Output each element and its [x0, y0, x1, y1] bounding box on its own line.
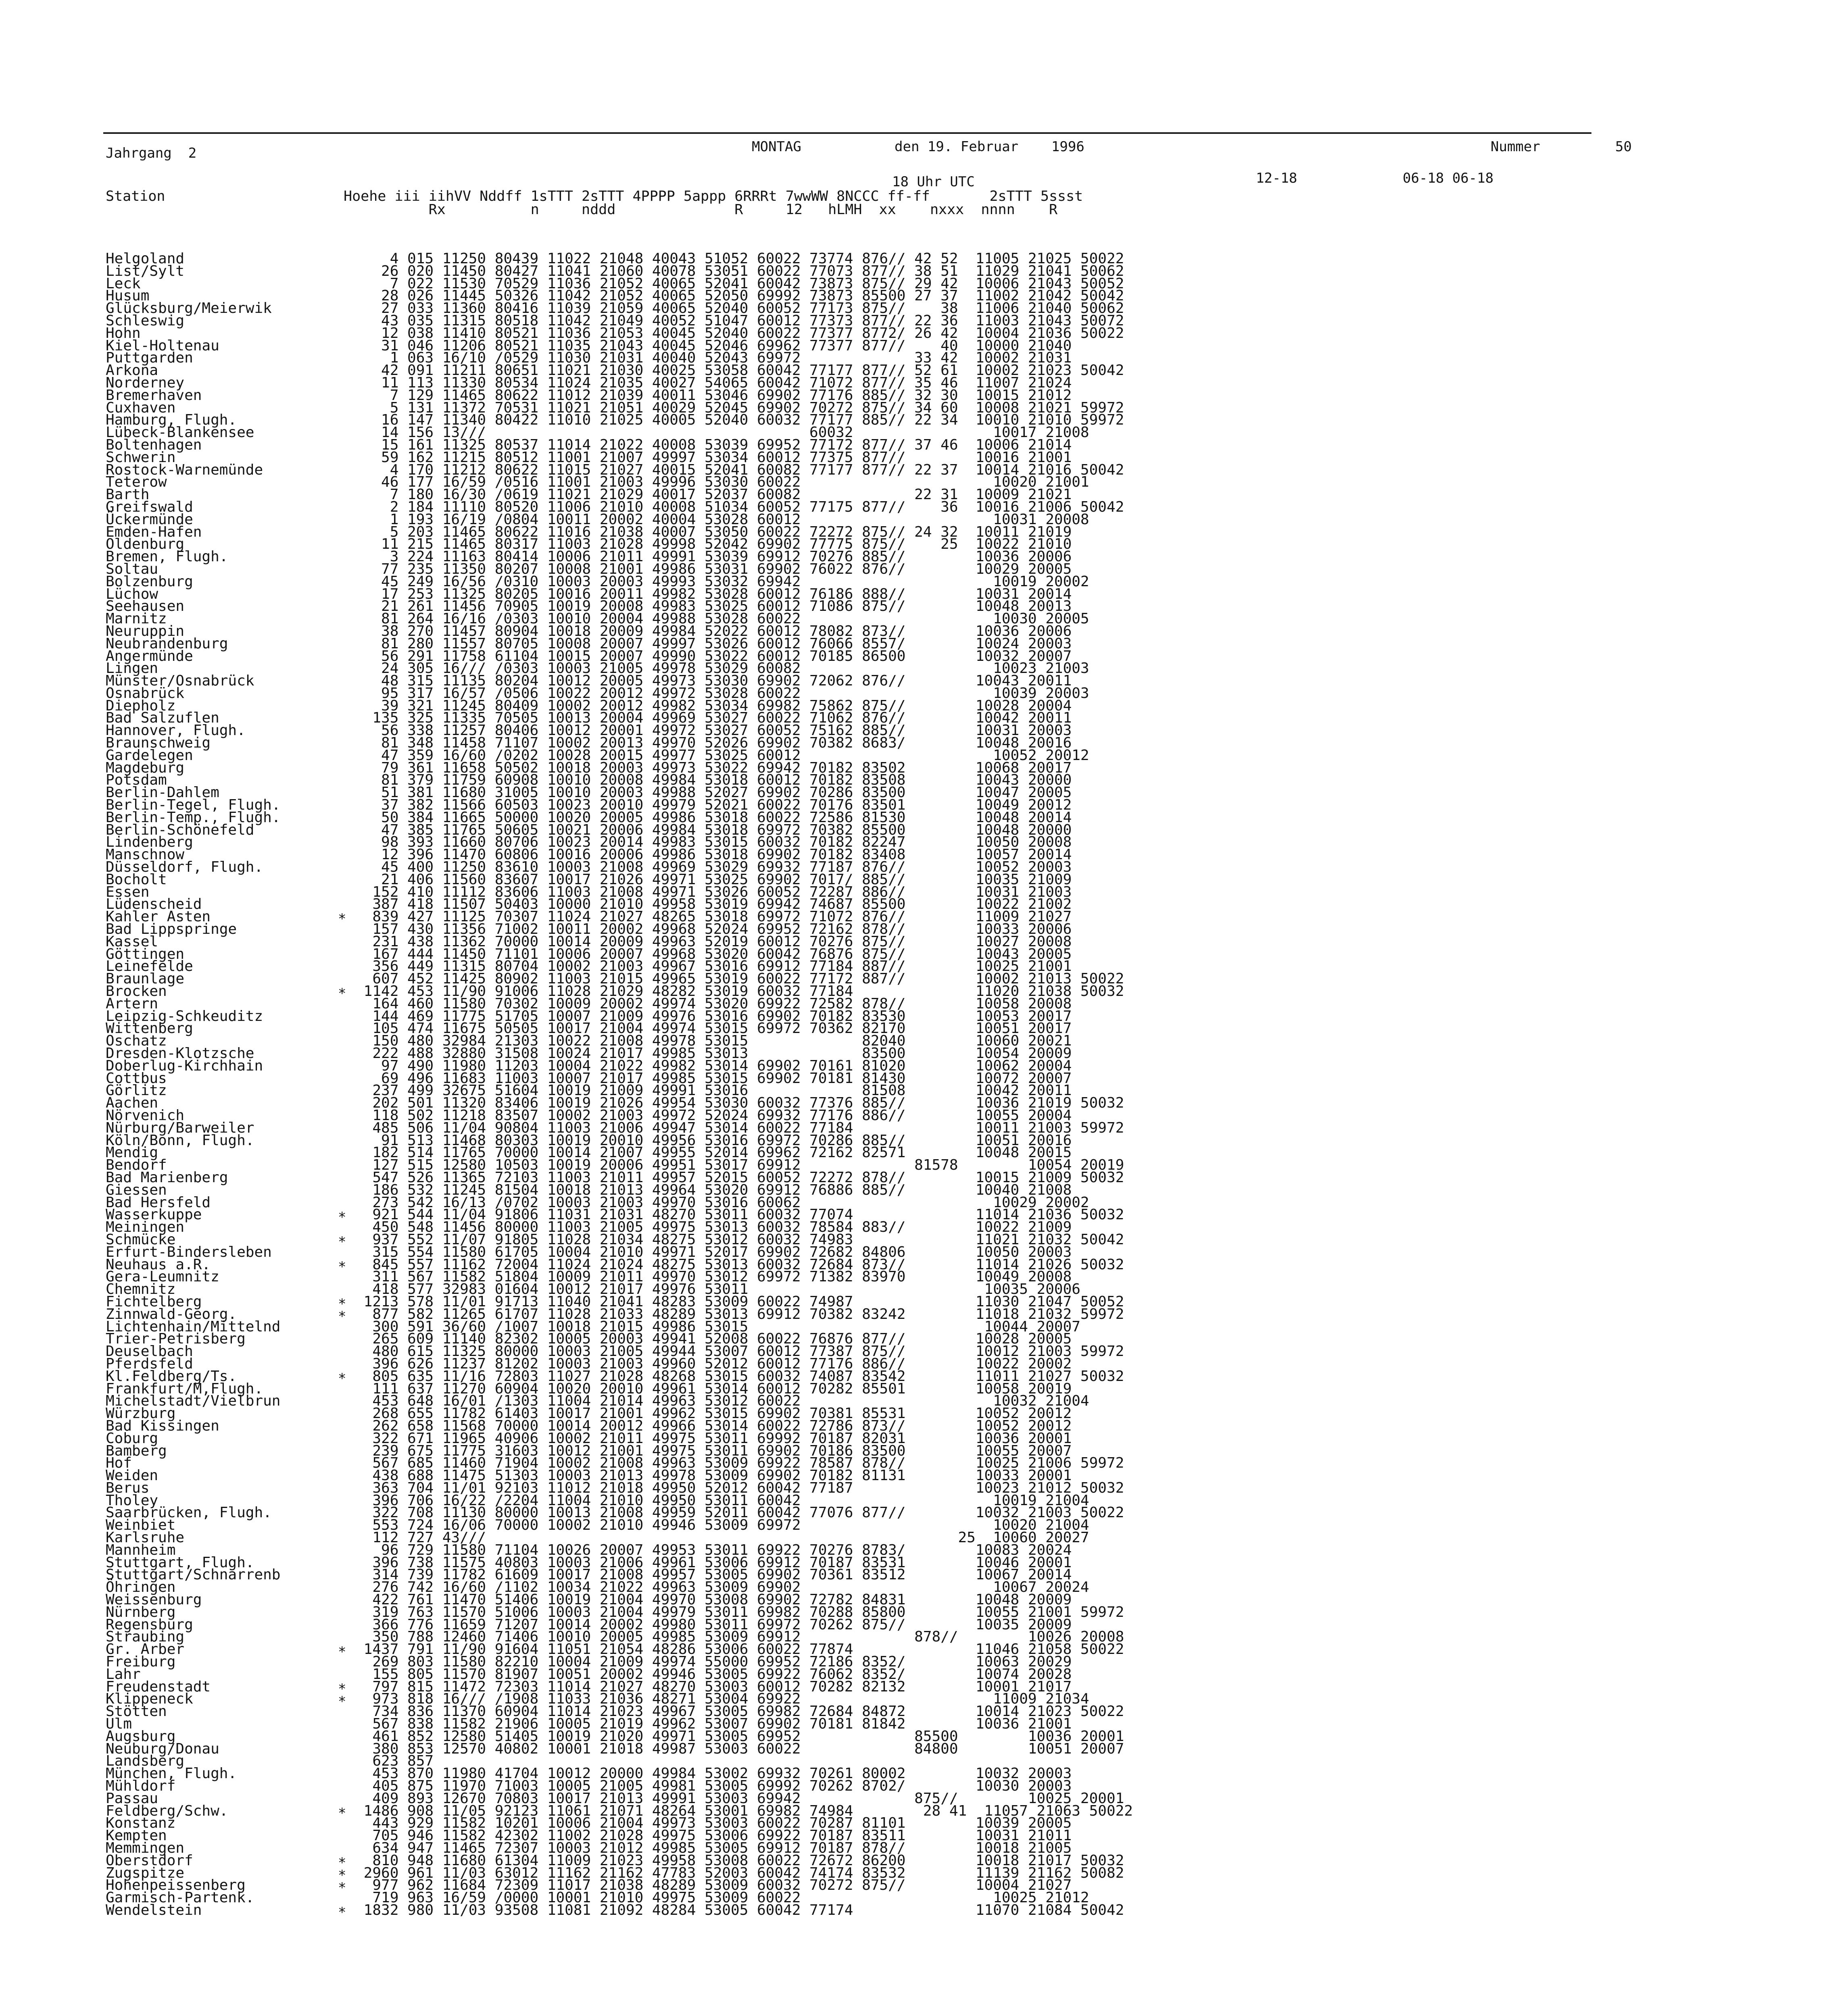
- station-name: Bocholt: [106, 871, 167, 888]
- station-name: Landsberg: [106, 1753, 185, 1770]
- nummer-label: Nummer: [1491, 139, 1540, 155]
- table-row: 7 129 11465 80622 11012 21039 40011 53046 69902 77176 885// 32 30 10015 21012: [355, 387, 1072, 404]
- station-name: Giessen: [106, 1181, 167, 1198]
- mountain-station-marker: *: [338, 1258, 346, 1275]
- station-name: Coburg: [106, 1430, 158, 1447]
- table-row: 47 359 16/60 /0202 10028 20015 49977 53025 60012 10052 20012: [355, 747, 1089, 764]
- table-row: 11 215 11465 80317 11003 21028 49998 52042 69902 77775 875// 25 10022 21010: [355, 536, 1072, 553]
- table-row: 135 325 11335 70505 10013 20004 49969 53027 60022 71062 876// 10042 20011: [355, 710, 1072, 727]
- station-name: Kiel-Holtenau: [106, 337, 219, 354]
- station-name: Angermünde: [106, 648, 193, 664]
- station-name: Bremen, Flugh.: [106, 548, 228, 565]
- table-row: 237 499 32675 51604 10019 21009 49991 53016 81508 10042 20011: [355, 1082, 1072, 1099]
- station-name: Helgoland: [106, 250, 185, 267]
- table-row: 1 193 16/19 /0804 10011 20002 40004 53028 60012 10031 20008: [355, 511, 1089, 528]
- station-name: Michelstadt/Vielbrun: [106, 1393, 281, 1410]
- station-name: Mühldorf: [106, 1778, 176, 1795]
- table-row: 1486 908 11/05 92123 11061 21071 48264 53001 69982 74984 28 41 11057 21063 50022: [355, 1802, 1133, 1819]
- table-row: 202 501 11320 83406 10019 21026 49954 53030 60032 77376 885// 10036 21019 50032: [355, 1095, 1124, 1112]
- mountain-station-marker: *: [338, 1904, 346, 1921]
- table-row: 21 406 11560 83607 10017 21026 49971 53025 69902 7017/ 885// 10035 21009: [355, 871, 1072, 888]
- mountain-station-marker: *: [338, 1296, 346, 1312]
- table-row: 877 582 11265 61707 11028 21033 48289 53013 69912 70382 83242 11018 21032 59972: [355, 1306, 1124, 1322]
- table-row: 97 490 11980 11203 10004 21022 49982 53014 69902 70161 81020 10062 20004: [355, 1057, 1072, 1074]
- station-name: Hannover, Flugh.: [106, 722, 246, 739]
- station-name: Straubing: [106, 1629, 185, 1645]
- table-row: 31 046 11206 80521 11035 21043 40045 52046 69962 77377 877// 40 10000 21040: [355, 337, 1072, 354]
- station-name: Cottbus: [106, 1070, 167, 1087]
- table-row: 567 838 11582 21906 10005 21019 49962 53007 69902 70181 81842 10036 21001: [355, 1716, 1072, 1733]
- station-name: Görlitz: [106, 1082, 167, 1099]
- station-name: Arkona: [106, 362, 158, 379]
- station-name: Dresden-Klotzsche: [106, 1045, 254, 1062]
- table-row: 443 929 11582 10201 10006 21004 49973 53003 60022 70287 81101 10039 20005: [355, 1815, 1072, 1832]
- station-name: Marnitz: [106, 610, 167, 627]
- station-name: Puttgarden: [106, 350, 193, 367]
- table-row: 480 615 11325 80000 10003 21005 49944 53007 60012 77387 875// 10012 21003 59972: [355, 1343, 1124, 1360]
- station-name: Schwerin: [106, 449, 176, 466]
- table-row: 51 381 11680 31005 10010 20003 49988 52027 69902 70286 83500 10047 20005: [355, 784, 1072, 801]
- station-name: Bolzenburg: [106, 573, 193, 590]
- table-row: 231 438 11362 70000 10014 20009 49963 52019 60012 70276 875// 10027 20008: [355, 933, 1072, 950]
- station-name: Deuselbach: [106, 1343, 193, 1360]
- station-name: Essen: [106, 883, 150, 900]
- station-name: Neuhaus a.R.: [106, 1256, 211, 1273]
- table-row: 14 156 13/// 60032 10017 21008: [355, 424, 1089, 441]
- table-row: 155 805 11570 81907 10051 20002 49946 53005 69922 76062 8352/ 10074 20028: [355, 1666, 1072, 1683]
- station-name: Klippeneck: [106, 1691, 193, 1708]
- station-name: Nürburg/Barweiler: [106, 1119, 254, 1136]
- table-row: 1 063 16/10 /0529 11030 21031 40040 52043 69972 33 42 10002 21031: [355, 350, 1072, 367]
- station-name: Doberlug-Kirchhain: [106, 1057, 263, 1074]
- station-name: Hohn: [106, 325, 141, 342]
- station-name: Freiburg: [106, 1654, 176, 1670]
- table-row: 186 532 11245 81504 10018 21013 49964 53020 69912 76886 885// 10040 21008: [355, 1181, 1072, 1198]
- station-name: Öhringen: [106, 1579, 176, 1596]
- station-name: Frankfurt/M,Flugh.: [106, 1380, 263, 1397]
- table-row: 623 857: [355, 1753, 434, 1770]
- table-row: 95 317 16/57 /0506 10022 20012 49972 53028 60022 10039 20003: [355, 685, 1089, 702]
- table-row: 150 480 32984 21303 10022 21008 49978 53015 82040 10060 20021: [355, 1033, 1072, 1050]
- station-name: Weinbiet: [106, 1517, 176, 1534]
- table-row: 81 280 11557 80705 10008 20007 49997 53026 60012 76066 8557/ 10024 20003: [355, 635, 1072, 652]
- table-row: 28 026 11445 50326 11042 21052 40065 52050 69992 73873 85500 27 37 11002 21042 50042: [355, 287, 1124, 304]
- station-name: Köln/Bonn, Flugh.: [106, 1132, 254, 1149]
- table-row: 634 947 11465 72307 10003 21012 49985 53005 69912 70187 878// 10018 21005: [355, 1840, 1072, 1856]
- station-name: Magdeburg: [106, 759, 185, 776]
- station-name: Mannheim: [106, 1541, 176, 1558]
- table-row: 47 385 11765 50605 10021 20006 49984 53018 69972 70382 85500 10048 20000: [355, 821, 1072, 838]
- table-row: 453 870 11980 41704 10012 20000 49984 53002 69932 70261 80002 10032 20003: [355, 1765, 1072, 1782]
- table-row: 485 506 11/04 90804 11003 21006 49947 53014 60022 77184 10011 21003 59972: [355, 1119, 1124, 1136]
- table-row: 16 147 11340 80422 11010 21025 40005 52040 60032 77177 885// 22 34 10010 21010 59972: [355, 412, 1124, 429]
- table-row: 396 626 11237 81202 10003 21003 49960 52012 60012 77176 886// 10022 20002: [355, 1355, 1072, 1372]
- station-name: Cuxhaven: [106, 399, 176, 416]
- col-header-line1b: 12-18: [1256, 170, 1297, 186]
- station-name: Memmingen: [106, 1840, 185, 1856]
- table-row: 69 496 11683 11003 10007 21017 49985 53015 69902 70181 81430 10072 20007: [355, 1070, 1072, 1087]
- col-header-line2: Station Hoehe iii iihVV Nddff 1sTTT 2sTTT 4PPPP 5appp 6RRRt 7wwWW 8NCCC ff-ff 2sTTT 5ssst: [106, 188, 1083, 204]
- table-row: 268 655 11782 61403 10017 21001 49962 53015 69902 70381 85531 10052 20012: [355, 1405, 1072, 1422]
- mountain-station-marker: *: [338, 1308, 346, 1325]
- station-name: Oldenburg: [106, 536, 185, 553]
- table-row: 1213 578 11/01 91713 11040 21041 48283 53009 60022 74987 11030 21047 50052: [355, 1293, 1124, 1310]
- mountain-station-marker: *: [338, 1234, 346, 1250]
- table-row: 311 567 11582 51804 10009 21011 49970 53012 69972 71382 83970 10049 20008: [355, 1268, 1072, 1285]
- station-name: Manschnow: [106, 846, 185, 863]
- station-name: Stuttgart, Flugh.: [106, 1554, 254, 1571]
- table-row: 422 761 11470 51406 10019 21004 49970 53008 69902 72782 84831 10048 20009: [355, 1591, 1072, 1608]
- table-row: 461 852 12580 51405 10019 21020 49971 53005 69952 85500 10036 20001: [355, 1728, 1124, 1745]
- mountain-station-marker: *: [338, 1879, 346, 1896]
- station-name: Lindenberg: [106, 834, 193, 851]
- station-name: Soltau: [106, 560, 158, 577]
- station-name: Neuburg/Donau: [106, 1740, 219, 1757]
- weekday-label: MONTAG: [752, 139, 801, 155]
- station-name: Nürnberg: [106, 1604, 176, 1620]
- station-name: Kl.Feldberg/Ts.: [106, 1368, 237, 1385]
- station-name: Greifswald: [106, 498, 193, 515]
- station-name: List/Sylt: [106, 262, 185, 279]
- station-name: Lüchow: [106, 585, 158, 602]
- station-name: Diepholz: [106, 697, 176, 714]
- station-name: Barth: [106, 486, 150, 503]
- table-row: 2 184 11110 80520 11006 21010 40008 51034 60052 77175 877// 36 10016 21006 50042: [355, 498, 1124, 515]
- station-name: Augsburg: [106, 1728, 176, 1745]
- station-name: Neuruppin: [106, 623, 185, 639]
- station-name: Leinefelde: [106, 958, 193, 975]
- jahrgang-label: Jahrgang 2: [106, 145, 197, 161]
- station-name: Meiningen: [106, 1219, 185, 1236]
- table-row: 315 554 11580 61705 10004 21010 49971 52017 69902 72682 84806 10050 20003: [355, 1243, 1072, 1260]
- station-name: Wendelstein: [106, 1901, 202, 1918]
- table-row: 21 261 11456 70905 10019 20008 49983 53025 60012 71086 875// 10048 20013: [355, 598, 1072, 615]
- station-name: Garmisch-Partenk.: [106, 1889, 254, 1906]
- station-name: Berlin-Dahlem: [106, 784, 219, 801]
- station-name: Wasserkuppe: [106, 1206, 202, 1223]
- station-name: Trier-Petrisberg: [106, 1331, 246, 1347]
- table-row: 1437 791 11/90 91604 11051 21054 48286 53006 60022 77874 11046 21058 50022: [355, 1641, 1124, 1658]
- table-row: 4 015 11250 80439 11022 21048 40043 51052 60022 73774 876// 42 52 11005 21025 50022: [355, 250, 1124, 267]
- table-row: 300 591 36/60 /1007 10018 21015 49986 53015 10044 20007: [355, 1318, 1080, 1335]
- station-name: Braunlage: [106, 971, 185, 987]
- table-row: 152 410 11112 83606 11003 21008 49971 53026 60052 72287 886// 10031 21003: [355, 883, 1072, 900]
- station-name: Bremerhaven: [106, 387, 202, 404]
- table-row: 4 170 11212 80622 11015 21027 40015 52041 60082 77177 877// 22 37 10014 21016 50042: [355, 461, 1124, 478]
- top-rule: [103, 132, 1591, 134]
- station-name: Lübeck-Blankensee: [106, 424, 254, 441]
- table-row: 5 203 11465 80622 11016 21038 40007 53050 60022 72272 875// 24 32 10011 21019: [355, 523, 1072, 540]
- table-row: 182 514 11765 70000 10014 21007 49955 52014 69962 72162 82571 10048 20015: [355, 1144, 1072, 1161]
- table-row: 839 427 11125 70307 11024 21027 48265 53018 69972 71072 876// 11009 21027: [355, 908, 1072, 925]
- table-row: 48 315 11135 80204 10012 20005 49973 53030 69902 72062 876// 10043 20011: [355, 673, 1072, 689]
- table-row: 5 131 11372 70531 11021 21051 40029 52045 69902 70272 875// 34 60 10008 21021 59972: [355, 399, 1124, 416]
- table-row: 164 460 11580 70302 10009 20002 49974 53020 69922 72582 878// 10058 20008: [355, 995, 1072, 1012]
- station-name: Rostock-Warnemünde: [106, 461, 263, 478]
- table-row: 81 264 16/16 /0303 10010 20004 49988 53028 60022 10030 20005: [355, 610, 1089, 627]
- table-row: 105 474 11675 50505 10017 21004 49974 53015 69972 70362 82170 10051 20017: [355, 1020, 1072, 1037]
- table-row: 167 444 11450 71101 10006 20007 49968 53020 60042 76876 875// 10043 20005: [355, 946, 1072, 962]
- table-row: 350 788 12460 71406 10010 20005 49985 53009 69912 878// 10026 20008: [355, 1629, 1124, 1645]
- table-row: 380 853 12570 40802 10001 21018 49987 53003 60022 84800 10051 20007: [355, 1740, 1124, 1757]
- station-name: Mendig: [106, 1144, 158, 1161]
- table-row: 111 637 11270 60904 10020 20010 49961 53014 60012 70282 85501 10058 20019: [355, 1380, 1072, 1397]
- station-name: Teterow: [106, 474, 167, 491]
- date-label: den 19. Februar 1996: [895, 139, 1084, 155]
- station-name: Bamberg: [106, 1442, 167, 1459]
- table-row: 276 742 16/60 /1102 10034 21022 49963 53009 69902 10067 20024: [355, 1579, 1089, 1596]
- station-name: Schmücke: [106, 1231, 176, 1248]
- table-row: 262 658 11568 70000 10014 20012 49966 53014 60022 72786 873// 10052 20012: [355, 1417, 1072, 1434]
- table-row: 2960 961 11/03 63012 11162 21162 47783 52003 60042 74174 83532 11139 21162 50082: [355, 1864, 1124, 1881]
- station-name: Tholey: [106, 1492, 158, 1509]
- station-name: Passau: [106, 1790, 158, 1807]
- table-row: 705 946 11582 42302 11002 21028 49975 53006 69922 70187 83511 10031 21011: [355, 1827, 1072, 1844]
- station-name: Bad Hersfeld: [106, 1194, 211, 1211]
- table-row: 977 962 11684 72309 11017 21038 48289 53009 60032 70272 875// 10004 21027: [355, 1877, 1072, 1894]
- station-name: Hamburg, Flugh.: [106, 412, 237, 429]
- mountain-station-marker: *: [338, 1867, 346, 1883]
- station-name: Bendorf: [106, 1157, 167, 1174]
- station-name: Ückermünde: [106, 511, 193, 528]
- table-row: 17 253 11325 80205 10016 20011 49982 53028 60012 76186 888// 10031 20014: [355, 585, 1072, 602]
- table-row: 77 235 11350 80207 10008 21001 49986 53031 69902 76022 876// 10029 20005: [355, 560, 1072, 577]
- table-row: 222 488 32880 31508 10024 21017 49985 53013 83500 10054 20009: [355, 1045, 1072, 1062]
- station-name: Chemnitz: [106, 1281, 176, 1298]
- mountain-station-marker: *: [338, 1209, 346, 1225]
- mountain-station-marker: *: [338, 985, 346, 1002]
- station-name: Fichtelberg: [106, 1293, 202, 1310]
- table-row: 91 513 11468 80303 10019 20010 49956 53016 69972 70286 885// 10051 20016: [355, 1132, 1072, 1149]
- table-row: 797 815 11472 72303 11014 21027 48270 53003 60012 70282 82132 10001 21017: [355, 1678, 1072, 1695]
- table-row: 810 948 11680 61304 11009 21023 49958 53008 60022 72672 86200 10018 21017 50032: [355, 1852, 1124, 1869]
- table-row: 265 609 11140 82302 10005 20003 49941 52008 60022 76876 877// 10028 20005: [355, 1331, 1072, 1347]
- station-name: Zugspitze: [106, 1864, 185, 1881]
- table-row: 973 818 16/// /1908 11033 21036 48271 53004 69922 11009 21034: [355, 1691, 1089, 1708]
- station-name: Freudenstadt: [106, 1678, 211, 1695]
- station-name: Aachen: [106, 1095, 158, 1112]
- station-name: Lüdenscheid: [106, 896, 202, 913]
- station-name: Erfurt-Bindersleben: [106, 1243, 272, 1260]
- table-row: 12 038 11410 80521 11036 21053 40045 52040 60022 77377 8772/ 26 42 10004 21036 50022: [355, 325, 1124, 342]
- station-name: Bad Salzuflen: [106, 710, 219, 727]
- table-row: 7 180 16/30 /0619 11021 21029 40017 52037 60082 22 31 10009 21021: [355, 486, 1072, 503]
- table-row: 11 113 11330 80534 11024 21035 40027 54065 60042 71072 877// 35 46 11007 21024: [355, 374, 1072, 391]
- table-row: 46 177 16/59 /0516 11001 21003 49996 53030 60022 10020 21001: [355, 474, 1089, 491]
- table-row: 118 502 11218 83507 10002 21003 49972 52024 69932 77176 886// 10055 20004: [355, 1107, 1072, 1124]
- nummer-value: 50: [1615, 139, 1632, 155]
- station-name: Wittenberg: [106, 1020, 193, 1037]
- mountain-station-marker: *: [338, 1370, 346, 1387]
- table-row: 1832 980 11/03 93508 11081 21092 48284 53005 60042 77174 11070 21084 50042: [355, 1901, 1124, 1918]
- station-name: Pferdsfeld: [106, 1355, 193, 1372]
- station-name: Osnabrück: [106, 685, 185, 702]
- station-name: Gera-Leumnitz: [106, 1268, 219, 1285]
- table-row: 396 738 11575 40803 10003 21006 49961 53006 69912 70187 83531 10046 20001: [355, 1554, 1072, 1571]
- station-name: Münster/Osnabrück: [106, 673, 254, 689]
- station-name: Stuttgart/Schnarrenb: [106, 1566, 281, 1583]
- table-row: 734 836 11370 60904 11014 21023 49967 53005 69982 72684 84872 10014 21023 50022: [355, 1703, 1124, 1720]
- station-name: Leck: [106, 275, 141, 292]
- table-row: 15 161 11325 80537 11014 21022 40008 53039 69952 77172 877// 37 46 10006 21014: [355, 436, 1072, 453]
- station-name: Boltenhagen: [106, 436, 202, 453]
- station-name: Glücksburg/Meierwik: [106, 300, 272, 317]
- table-row: 45 249 16/56 /0310 10003 20003 49993 53032 69942 10019 20002: [355, 573, 1089, 590]
- observation-data-column: [355, 250, 1593, 1918]
- table-row: 239 675 11775 31603 10012 21001 49975 53011 69902 70186 83500 10055 20007: [355, 1442, 1072, 1459]
- table-row: 567 685 11460 71904 10002 21008 49963 53009 69922 78587 878// 10025 21006 59972: [355, 1455, 1124, 1472]
- station-name: Berlin-Temp., Flugh.: [106, 809, 281, 826]
- table-row: 1142 453 11/90 91006 11028 21029 48282 53019 60032 77184 11020 21038 50032: [355, 983, 1124, 1000]
- station-name: Berlin-Schönefeld: [106, 821, 254, 838]
- station-name: Ulm: [106, 1716, 132, 1733]
- station-name: Berus: [106, 1479, 150, 1496]
- station-name: Weiden: [106, 1467, 158, 1484]
- mountain-station-marker: *: [338, 1693, 346, 1710]
- station-name: Braunschweig: [106, 735, 211, 752]
- station-name: Nörvenich: [106, 1107, 185, 1124]
- station-name: Saarbrücken, Flugh.: [106, 1504, 272, 1521]
- station-name: Lahr: [106, 1666, 141, 1683]
- table-row: 81 379 11759 60908 10010 20008 49984 53018 60012 70182 83508 10043 20000: [355, 772, 1072, 789]
- mountain-station-marker: *: [338, 1855, 346, 1871]
- station-name: Hohenpeissenberg: [106, 1877, 246, 1894]
- station-name: Lichtenhain/Mittelnd: [106, 1318, 281, 1335]
- station-name: Gardelegen: [106, 747, 193, 764]
- station-name: Göttingen: [106, 946, 185, 962]
- table-row: 3 224 11163 80414 10006 21011 49991 53039 69912 70276 885// 10036 20006: [355, 548, 1072, 565]
- table-row: 12 396 11470 60806 10016 20006 49986 53018 69902 70182 83408 10057 20014: [355, 846, 1072, 863]
- station-name: Emden-Hafen: [106, 523, 202, 540]
- table-row: 438 688 11475 51303 10003 21013 49978 53009 69902 70182 81131 10033 20001: [355, 1467, 1072, 1484]
- station-name: Karlsruhe: [106, 1529, 185, 1546]
- table-row: 79 361 11658 50502 10018 20003 49973 53022 69942 70182 83502 10068 20017: [355, 759, 1072, 776]
- table-row: 805 635 11/16 72803 11027 21028 48268 53015 60032 74087 83542 11011 21027 50032: [355, 1368, 1124, 1385]
- table-row: 322 671 11965 40906 10002 21011 49975 53011 69992 70187 82031 10036 20001: [355, 1430, 1072, 1447]
- table-row: 845 557 11162 72004 11024 21024 48275 53013 60032 72684 873// 11014 21026 50032: [355, 1256, 1124, 1273]
- table-row: 98 393 11660 80706 10023 20014 49983 53015 60032 70182 82247 10050 20008: [355, 834, 1072, 851]
- table-row: 322 708 11130 80000 10013 21008 49959 52011 60042 77076 877// 10032 21003 50022: [355, 1504, 1124, 1521]
- station-name: Kassel: [106, 933, 158, 950]
- table-row: 59 162 11215 80512 11001 21007 49997 53034 60012 77375 877// 10016 21001: [355, 449, 1072, 466]
- table-row: 405 875 11970 71003 10005 21005 49981 53005 69992 70262 8702/ 10030 20003: [355, 1778, 1072, 1795]
- mountain-station-marker: *: [338, 1805, 346, 1821]
- col-header-line1: 18 Uhr UTC: [892, 174, 975, 190]
- station-name: Leipzig-Schkeuditz: [106, 1008, 263, 1025]
- station-name: Stötten: [106, 1703, 167, 1720]
- table-row: 363 704 11/01 92103 11012 21018 49950 52012 60042 77187 10023 21012 50032: [355, 1479, 1124, 1496]
- table-row: 273 542 16/13 /0702 10003 21003 49970 53016 60062 10029 20002: [355, 1194, 1089, 1211]
- table-row: 96 729 11580 71104 10026 20007 49953 53011 69922 70276 8783/ 10083 20024: [355, 1541, 1072, 1558]
- table-row: 112 727 43/// 25 10060 20027: [355, 1529, 1089, 1546]
- table-row: 24 305 16/// /0303 10003 21005 49978 53029 60082 10023 21003: [355, 660, 1089, 677]
- table-row: 719 963 16/59 /0000 10001 21010 49975 53009 60022 10025 21012: [355, 1889, 1089, 1906]
- station-name: Brocken: [106, 983, 167, 1000]
- station-name: Husum: [106, 287, 150, 304]
- table-row: 45 400 11250 83610 10003 21008 49969 53029 69932 77187 876// 10052 20003: [355, 859, 1072, 876]
- table-row: 37 382 11566 60503 10023 20010 49979 52021 60022 70176 83501 10049 20012: [355, 797, 1072, 814]
- table-row: 356 449 11315 80704 10002 21003 49967 53016 69912 77184 887// 10025 21001: [355, 958, 1072, 975]
- station-name: Potsdam: [106, 772, 167, 789]
- table-row: 38 270 11457 80904 10018 20009 49984 52022 60012 78082 873// 10036 20006: [355, 623, 1072, 639]
- station-name: Schleswig: [106, 312, 185, 329]
- table-row: 387 418 11507 50403 10000 21010 49958 53019 69942 74687 85500 10022 21002: [355, 896, 1072, 913]
- table-row: 553 724 16/06 70000 10002 21010 49946 53009 69972 10020 21004: [355, 1517, 1089, 1534]
- table-row: 43 035 11315 80518 11042 21049 40052 51047 60012 77373 877// 22 36 11003 21043 50072: [355, 312, 1124, 329]
- table-row: 418 577 32983 01604 10012 21017 49976 53011 10035 20006: [355, 1281, 1080, 1298]
- table-row: 42 091 11211 80651 11021 21030 40025 53058 60042 77177 877// 52 61 10002 21023 50042: [355, 362, 1124, 379]
- station-name: Artern: [106, 995, 158, 1012]
- station-name: Feldberg/Schw.: [106, 1802, 228, 1819]
- table-row: 127 515 12580 10503 10019 20006 49951 53017 69912 81578 10054 20019: [355, 1157, 1124, 1174]
- station-name: Norderney: [106, 374, 185, 391]
- table-row: 157 430 11356 71002 10011 20002 49968 52024 69952 72162 878// 10033 20006: [355, 921, 1072, 938]
- table-row: 396 706 16/22 /2204 11004 21010 49950 53011 60042 10019 21004: [355, 1492, 1089, 1509]
- mountain-station-marker: *: [338, 1643, 346, 1660]
- table-row: 50 384 11665 50000 10020 20005 49986 53018 60022 72586 81530 10048 20014: [355, 809, 1072, 826]
- station-name: Neubrandenburg: [106, 635, 228, 652]
- table-row: 27 033 11360 80416 11039 21059 40065 52040 60052 77173 875// 38 11006 21040 50062: [355, 300, 1124, 317]
- station-name: Berlin-Tegel, Flugh.: [106, 797, 281, 814]
- station-name: Düsseldorf, Flugh.: [106, 859, 263, 876]
- station-name-column: [106, 250, 380, 1918]
- mountain-station-marker: *: [338, 1681, 346, 1697]
- table-row: 56 338 11257 80406 10012 20001 49972 53027 60052 75162 885// 10031 20003: [355, 722, 1072, 739]
- col-header-line1c: 06-18 06-18: [1403, 170, 1494, 186]
- station-name: Bad Marienberg: [106, 1169, 228, 1186]
- station-name: Gr. Arber: [106, 1641, 185, 1658]
- station-name: Regensburg: [106, 1616, 193, 1633]
- table-row: 39 321 11245 80409 10002 20012 49982 53034 69982 75862 875// 10028 20004: [355, 697, 1072, 714]
- station-name: Konstanz: [106, 1815, 176, 1832]
- table-row: 81 348 11458 71107 10002 20013 49970 52026 69902 70382 8683/ 10048 20016: [355, 735, 1072, 752]
- station-name: Kempten: [106, 1827, 167, 1844]
- station-name: Zinnwald-Georg.: [106, 1306, 237, 1322]
- station-name: Oberstdorf: [106, 1852, 193, 1869]
- table-row: 319 763 11570 51006 10003 21004 49979 53011 69982 70288 85800 10055 21001 59972: [355, 1604, 1124, 1620]
- station-name: Seehausen: [106, 598, 185, 615]
- table-row: 937 552 11/07 91805 11028 21034 48275 53012 60032 74983 11021 21032 50042: [355, 1231, 1124, 1248]
- table-row: 144 469 11775 51705 10007 21009 49976 53016 69902 70182 83530 10053 20017: [355, 1008, 1072, 1025]
- table-row: 453 648 16/01 /1303 11004 21014 49963 53012 60022 10032 21004: [355, 1393, 1089, 1410]
- station-name: Kahler Asten: [106, 908, 211, 925]
- mountain-station-marker: *: [338, 911, 346, 927]
- table-row: 607 452 11425 80902 11003 21015 49965 53019 60022 77172 887// 10002 21013 50022: [355, 971, 1124, 987]
- table-row: 450 548 11456 80000 11003 21005 49975 53013 60032 78584 883// 10022 21009: [355, 1219, 1072, 1236]
- table-row: 409 893 12670 70803 10017 21013 49991 53003 69942 875// 10025 20001: [355, 1790, 1124, 1807]
- table-row: 314 739 11782 61609 10017 21008 49957 53005 69902 70361 83512 10067 20014: [355, 1566, 1072, 1583]
- station-name: Bad Lippspringe: [106, 921, 237, 938]
- table-row: 921 544 11/04 91806 11031 21031 48270 53011 60032 77074 11014 21036 50032: [355, 1206, 1124, 1223]
- station-name: Lingen: [106, 660, 158, 677]
- table-row: 269 803 11580 82210 10004 21009 49974 55000 69952 72186 8352/ 10063 20029: [355, 1654, 1072, 1670]
- station-name: Weissenburg: [106, 1591, 202, 1608]
- station-name: München, Flugh.: [106, 1765, 237, 1782]
- table-row: 366 776 11659 71207 10014 20002 49980 53011 69972 70262 875// 10035 20009: [355, 1616, 1072, 1633]
- col-header-line3: Rx n nddd R 12 hLMH xx nxxx nnnn R: [106, 202, 1058, 218]
- station-name: Bad Kissingen: [106, 1417, 219, 1434]
- station-name: Oschatz: [106, 1033, 167, 1050]
- table-row: 547 526 11365 72103 11003 21011 49957 52015 60052 72272 878// 10015 21009 50032: [355, 1169, 1124, 1186]
- table-row: 26 020 11450 80427 11041 21060 40078 53051 60022 77073 877// 38 51 11029 21041 50062: [355, 262, 1124, 279]
- station-name: Hof: [106, 1455, 132, 1472]
- table-row: 56 291 11758 61104 10015 20007 49990 53022 60012 70185 86500 10032 20007: [355, 648, 1072, 664]
- station-name: Würzburg: [106, 1405, 176, 1422]
- table-row: 7 022 11530 70529 11036 21052 40065 52041 60042 73873 875// 29 42 10006 21043 50052: [355, 275, 1124, 292]
